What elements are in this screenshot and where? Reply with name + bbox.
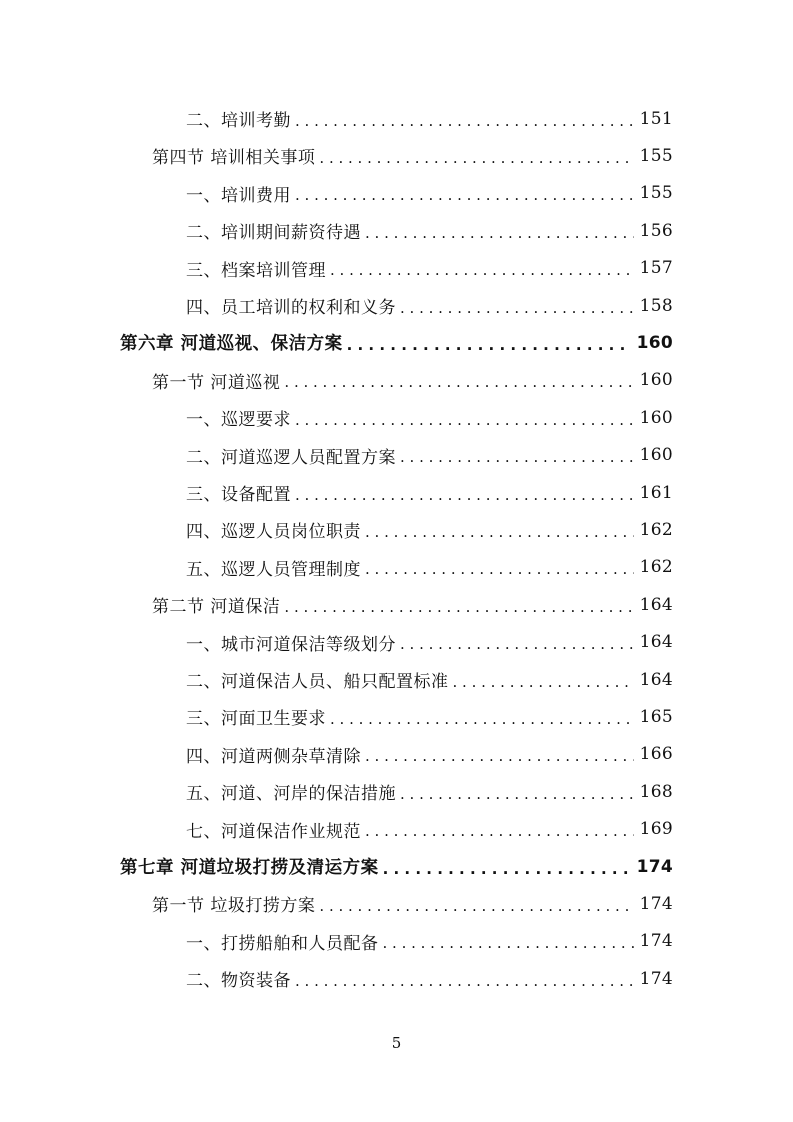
toc-entry-page-number: 155: [639, 145, 673, 166]
toc-dot-leader: [295, 411, 634, 429]
toc-dot-leader: [295, 186, 634, 204]
toc-entry-page-number: 160: [639, 370, 673, 391]
toc-entry-title: 二、培训考勤: [186, 111, 291, 131]
toc-entry-page-number: 164: [639, 594, 673, 615]
toc-entry-title: 第二节 河道保洁: [152, 597, 281, 618]
toc-dot-leader: [295, 972, 634, 990]
toc-entry[interactable]: [186, 250, 673, 287]
toc-dot-leader: [365, 523, 634, 541]
toc-entry-title: 五、巡逻人员管理制度: [186, 559, 361, 580]
toc-dot-leader: [365, 822, 634, 840]
toc-entry[interactable]: [186, 773, 673, 810]
toc-dot-leader: [365, 224, 634, 242]
toc-entry-title: 第一节 河道巡视: [152, 372, 281, 393]
toc-entry-page-number: 169: [639, 819, 673, 840]
toc-entry-page-number: 164: [639, 632, 673, 653]
toc-dot-leader: [330, 710, 634, 728]
toc-entry[interactable]: [186, 698, 673, 735]
toc-entry-page-number: 162: [639, 519, 673, 540]
toc-entry-page-number: 161: [639, 482, 673, 503]
toc-entry-page-number: 160: [636, 332, 673, 353]
toc-dot-leader: [284, 373, 633, 391]
toc-entry[interactable]: [186, 437, 673, 474]
toc-dot-leader: [400, 299, 634, 317]
toc-entry-page-number: 160: [639, 445, 673, 466]
toc-dot-leader: [330, 261, 634, 279]
toc-dot-leader: [365, 747, 634, 765]
toc-entry-page-number: 174: [636, 856, 673, 877]
toc-entry-page-number: 164: [639, 669, 673, 690]
toc-dot-leader: [295, 486, 634, 504]
toc-entry[interactable]: [152, 362, 673, 399]
toc-entry-page-number: 156: [639, 220, 673, 241]
toc-entry-title: 第六章 河道巡视、保洁方案: [120, 334, 343, 355]
toc-entry[interactable]: [152, 137, 673, 174]
toc-entry[interactable]: [186, 399, 673, 436]
toc-entry-title: 三、档案培训管理: [186, 260, 326, 281]
toc-entry-title: 二、河道保洁人员、船只配置标准: [186, 672, 449, 692]
toc-entry-title: 一、城市河道保洁等级划分: [186, 634, 396, 655]
toc-entry[interactable]: [186, 474, 673, 511]
toc-entry-title: 三、河面卫生要求: [186, 709, 326, 730]
toc-entry-title: 一、打捞船舶和人员配备: [186, 933, 379, 954]
toc-entry[interactable]: [186, 100, 673, 137]
toc-dot-leader: [453, 673, 634, 691]
toc-entry-page-number: 158: [639, 295, 673, 316]
page-number: 5: [391, 1034, 402, 1052]
toc-entry[interactable]: [186, 549, 673, 586]
toc-entry-title: 七、河道保洁作业规范: [186, 821, 361, 842]
toc-dot-leader: [400, 448, 634, 466]
toc-entry-page-number: 160: [639, 407, 673, 428]
toc-entry-title: 二、河道巡逻人员配置方案: [186, 447, 396, 468]
toc-dot-leader: [284, 598, 633, 616]
toc-entry-page-number: 165: [639, 706, 673, 727]
toc-entry-page-number: 168: [639, 781, 673, 802]
toc-entry-page-number: 151: [639, 108, 673, 129]
toc-entry[interactable]: [186, 175, 673, 212]
toc-entry-title: 二、培训期间薪资待遇: [186, 223, 361, 244]
toc-entry-title: 第四节 培训相关事项: [152, 148, 316, 169]
toc-entry-title: 一、培训费用: [186, 185, 291, 206]
toc-dot-leader: [319, 149, 633, 167]
toc-dot-leader: [383, 934, 634, 952]
toc-entry-title: 五、河道、河岸的保洁措施: [186, 784, 396, 805]
toc-entry[interactable]: [186, 736, 673, 773]
toc-dot-leader: [295, 112, 634, 130]
toc-entry-title: 一、巡逻要求: [186, 410, 291, 431]
toc-entry-title: 四、河道两侧杂草清除: [186, 746, 361, 767]
toc-entry-title: 四、巡逻人员岗位职责: [186, 522, 361, 543]
toc-entry[interactable]: [186, 960, 673, 997]
toc-entry-page-number: 174: [639, 931, 673, 952]
toc-entry[interactable]: [120, 848, 673, 885]
toc-entry[interactable]: [152, 885, 673, 922]
toc-entry-title: 二、物资装备: [186, 971, 291, 992]
toc-dot-leader: [319, 897, 633, 915]
toc-entry[interactable]: [186, 511, 673, 548]
toc-entry[interactable]: [120, 324, 673, 361]
toc-dot-leader: [347, 336, 631, 354]
toc-entry-page-number: 157: [639, 258, 673, 279]
toc-entry-title: 四、员工培训的权利和义务: [186, 298, 396, 318]
toc-entry-page-number: 166: [639, 744, 673, 765]
toc-entry-title: 三、设备配置: [186, 485, 291, 505]
toc-entry-page-number: 174: [639, 968, 673, 989]
toc-entry-page-number: 174: [639, 893, 673, 914]
toc-entry-title: 第七章 河道垃圾打捞及清运方案: [120, 858, 379, 878]
toc-entry[interactable]: [186, 923, 673, 960]
toc-dot-leader: [400, 785, 634, 803]
toc-dot-leader: [365, 560, 634, 578]
toc-entry[interactable]: [186, 661, 673, 698]
toc-entry[interactable]: [186, 811, 673, 848]
toc-entry[interactable]: [186, 287, 673, 324]
toc-entry[interactable]: [186, 212, 673, 249]
toc-entry-page-number: 155: [639, 183, 673, 204]
toc-entry-page-number: 162: [639, 557, 673, 578]
toc-dot-leader: [400, 635, 634, 653]
toc-entry-title: 第一节 垃圾打捞方案: [152, 896, 316, 917]
toc-dot-leader: [383, 860, 631, 878]
toc-entry[interactable]: [152, 586, 673, 623]
toc-entry[interactable]: [186, 624, 673, 661]
